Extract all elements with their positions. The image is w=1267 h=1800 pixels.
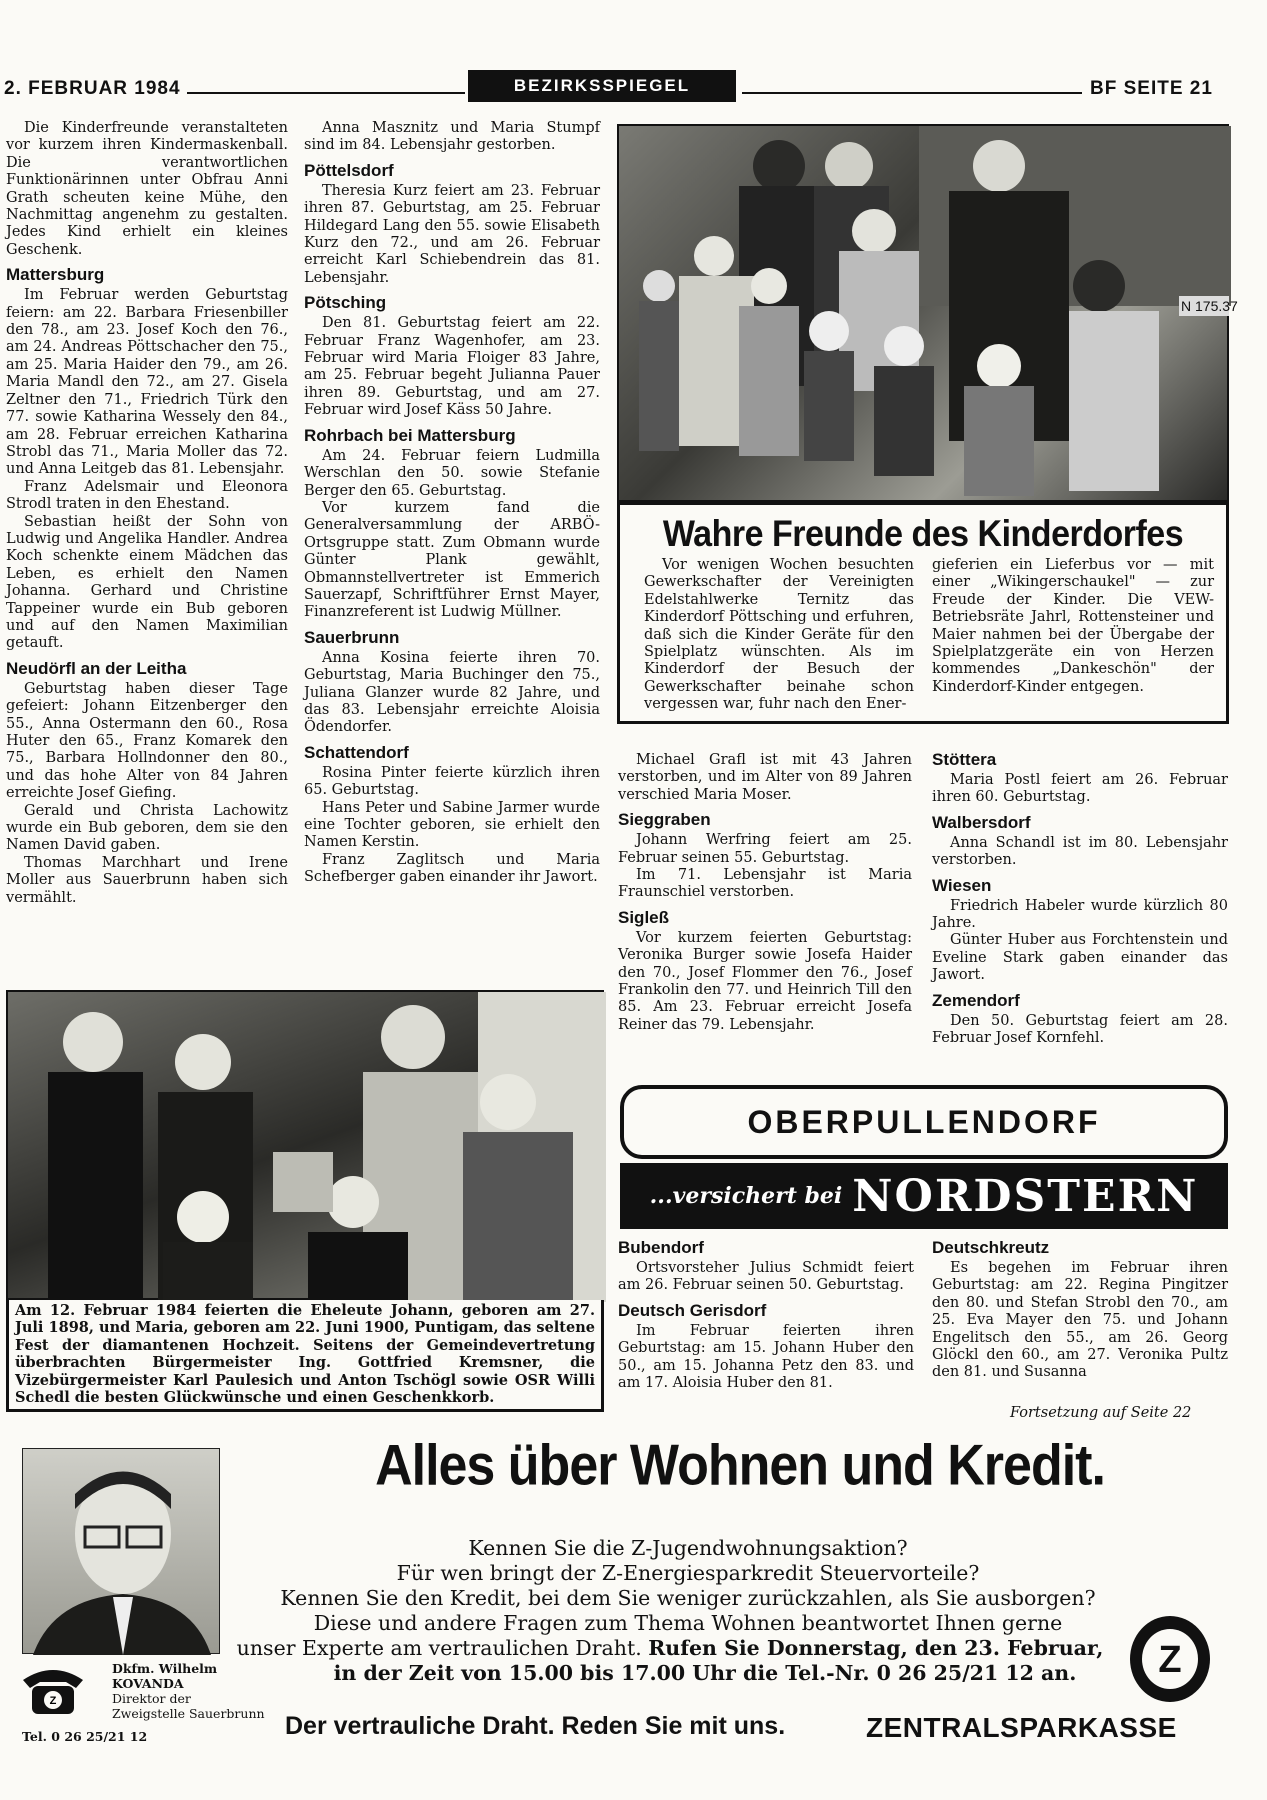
paragraph: Gerald und Christa Lachowitz wurde ein Bub geboren, dem sie den Namen David gaben. [6, 802, 288, 854]
paragraph: Franz Adelsmair und Eleonora Strodl traten in den Ehestand. [6, 478, 288, 513]
zentralsparkasse-logo-icon [1128, 1614, 1212, 1704]
page-number: BF SEITE 21 [1090, 78, 1213, 99]
paragraph: Vor kurzem fand die Generalversammlung der ARBÖ-Ortsgruppe statt. Zum Obmann wurde Günter Plank gewählt, Obmannstellvertreter ist Emmerich Sauerzapf, Schriftführer Ernst Mayer, Finanzreferent ist Ludwig Müllner. [304, 499, 600, 621]
continuation-note: Fortsetzung auf Seite 22 [1010, 1405, 1192, 1421]
telephone-icon [18, 1658, 88, 1718]
kredit-call-line [220, 1636, 1120, 1660]
kinderdorf-headline: Wahre Freunde des Kinderdorfes [662, 513, 1184, 555]
person-branch: Zweigstelle Sauerbrunn [112, 1706, 265, 1721]
paragraph: Den 81. Geburtstag feiert am 22. Februar Franz Wagenhofer, am 23. Februar wird Maria Floiger 83 Jahre, am 25. Februar begeht Julianna Pauer ihren 89. Geburtstag, und am 27. Februar wird Josef Käss 50 Jahre. [304, 315, 600, 419]
wedding-caption: Am 12. Februar 1984 feierten die Eheleute Johann, geboren am 27. Juli 1898, und Maria, geboren am 22. Juni 1900, Puntigam, das seltene Fest der diamantenen Hochzeit. Seitens der Gemeindevertretung überbrachten Bürgermeister Ing. Gottfried Kremsner, die Vizebürgermeister Karl Paulesich und Anton Tschögl sowie OSR Willi Schedl die besten Glückwünsche und einen Geschenkkorb. [15, 1302, 595, 1407]
ad-nordstern-prefix: ...versichert bei [649, 1183, 843, 1209]
paragraph: Hans Peter und Sabine Jarmer wurde eine Tochter geboren, sie erhielt den Namen Kerstin. [304, 799, 600, 851]
kinderdorf-photo [617, 124, 1238, 502]
paragraph: Es begehen im Februar ihren Geburtstag: am 22. Regina Pingitzer den 80. und Stefan Strobl den 70., am 25. Eva Mayer den 75. und Johann Engelitsch den 55., am 26. Georg Glöckl den 60., am 27. Veronika Pultz den 81. und Susanna [932, 1260, 1228, 1381]
paragraph: Michael Grafl ist mit 43 Jahren verstorben, und im Alter von 89 Jahren verschied Maria Moser. [618, 752, 912, 803]
heading-mattersburg: Mattersburg [6, 265, 105, 285]
paragraph: Maria Postl feiert am 26. Februar ihren 60. Geburtstag. [932, 772, 1228, 806]
paragraph: Friedrich Habeler wurde kürzlich 80 Jahre. [932, 897, 1228, 932]
kredit-question: Diese und andere Fragen zum Thema Wohnen beantwortet Ihnen gerne [313, 1611, 1063, 1635]
paragraph: Im Februar feierten ihren Geburtstag: am 15. Johann Huber den 50., am 15. Johanna Petz den 83. und am 17. Aloisia Huber den 81. [618, 1322, 914, 1392]
heading-sieggraben: Sieggraben [618, 810, 711, 830]
kredit-slogan: Der vertrauliche Draht. Reden Sie mit uns. [285, 1712, 786, 1740]
paragraph: Franz Zaglitsch und Maria Schefberger gaben einander ihr Jawort. [304, 851, 600, 886]
heading-neudoerfl: Neudörfl an der Leitha [6, 658, 187, 678]
wedding-caption-box [6, 1300, 604, 1412]
person-name: Dkfm. Wilhelm [112, 1661, 218, 1676]
paragraph: Günter Huber aus Forchtenstein und Eveline Stark gaben einander das Jawort. [932, 932, 1228, 984]
kovanda-portrait [22, 1448, 220, 1654]
photo-silhouettes [619, 126, 1238, 504]
kredit-date: Rufen Sie Donnerstag, den 23. Februar, [648, 1636, 1104, 1660]
ad-nordstern-brand: NORDSTERN [852, 1170, 1199, 1222]
heading-bubendorf: Bubendorf [618, 1238, 704, 1257]
article-column-5 [618, 1238, 914, 1392]
heading-walbersdorf: Walbersdorf [932, 812, 1031, 832]
paragraph: Anna Masznitz und Maria Stumpf sind im 84. Lebensjahr gestorben. [304, 120, 600, 154]
heading-stoettera: Stöttera [932, 750, 997, 769]
kinderdorf-text-left [644, 557, 914, 714]
paragraph: Am 24. Februar feiern Ludmilla Werschlan den 50. sowie Stefanie Berger den 65. Geburtstag. [304, 447, 600, 499]
paragraph: Rosina Pinter feierte kürzlich ihren 65. Geburtstag. [304, 764, 600, 799]
telephone-logo: Z [49, 1695, 57, 1707]
heading-deutsch-gerisdorf: Deutsch Gerisdorf [618, 1300, 767, 1320]
paragraph: Johann Werfring feiert am 25. Februar seinen 55. Geburtstag. [618, 832, 912, 866]
portrait-silhouette [23, 1449, 221, 1655]
person-title: Direktor der [112, 1691, 191, 1706]
paragraph: Ortsvorsteher Julius Schmidt feiert am 26. Februar seinen 50. Geburtstag. [618, 1260, 914, 1294]
person-surname: KOVANDA [112, 1676, 184, 1691]
heading-zemendorf: Zemendorf [932, 990, 1020, 1010]
paragraph: gieferien ein Lieferbus vor — mit einer „Wikingerschaukel" — zur Freude der Kinder. Die VEW-Betriebsräte Jahrl, Rottensteiner und Maier nahmen bei der Übergabe der Spielplatzgeräte ein von Herzen kommendes „Dankeschön" der Kinderdorf-Kinder entgegen. [932, 557, 1214, 695]
heading-deutschkreutz: Deutschkreutz [932, 1238, 1050, 1257]
kredit-expert: unser Experte am vertraulichen Draht. [236, 1636, 642, 1660]
paragraph: Theresia Kurz feiert am 23. Februar ihren 87. Geburtstag, am 25. Februar Hildegard Lang den 55. sowie Elisabeth Kurz den 72., und am 26. Februar erreicht Karl Schiebendrein das 81. Lebensjahr. [304, 182, 600, 286]
heading-sigless: Sigleß [618, 907, 670, 927]
article-column-3 [618, 752, 912, 1034]
photo-silhouettes [8, 992, 606, 1302]
heading-poetsching: Pötsching [304, 293, 387, 313]
paragraph: Im Februar werden Geburtstag feiern: am 22. Barbara Friesenbiller den 78., am 23. Josef Koch den 76., am 24. Andreas Pöttschacher den 75., am 25. Maria Haider den 79., am 26. Maria Mandl den 72., am 27. Gisela Zeltner den 71., Friedrich Türk den 77. sowie Katharina Wessely den 84., am 28. Februar erreichen Katharina Strobl das 71., Maria Moller das 72. und Anna Leitgeb das 81. Lebensjahr. [6, 287, 288, 478]
header-rule-left [185, 92, 465, 94]
paragraph: Geburtstag haben dieser Tage gefeiert: Johann Eitzenberger den 55., Anna Ostermann den 60., Rosa Huter den 65., Franz Komarek den 75., Barbara Hollndonner den 80., und das hohe Alter von 84 Jahren erreichte Josef Giefing. [6, 680, 288, 802]
article-column-6 [932, 1238, 1228, 1382]
kinderdorf-text-right [932, 557, 1214, 696]
article-column-1 [6, 120, 288, 907]
kredit-time: in der Zeit von 15.00 bis 17.00 Uhr die Tel.-Nr. 0 26 25/21 12 an. [333, 1661, 1077, 1685]
kredit-headline: Alles über Wohnen und Kredit. [375, 1434, 1105, 1498]
zentralsparkasse-logo-letter: Z [1158, 1639, 1182, 1681]
paragraph: Den 50. Geburtstag feiert am 28. Februar Josef Kornfehl. [932, 1012, 1228, 1047]
paragraph: Vor wenigen Wochen besuchten Gewerkschafter der Vereinigten Edelstahlwerke Ternitz das Kinderdorf Pöttsching und erfuhren, daß sich die Kinder Geräte für den Spielplatz wünschten. Als im Kinderdorf der Besuch der Gewerkschafter beinahe schon vergessen war, fuhr nach den Ener- [644, 557, 914, 713]
person-tel: Tel. 0 26 25/21 12 [22, 1729, 148, 1744]
wedding-photo [6, 990, 604, 1300]
intro-paragraph: Die Kinderfreunde veranstalteten vor kurzem ihren Kindermaskenball. Die verantwortlichen Funktionärinnen unter Obfrau Anni Grath scheuten keine Mühe, den Nachmittag angenehm zu gestalten. Jedes Kind erhielt ein kleines Geschenk. [6, 120, 288, 258]
kredit-question: Kennen Sie den Kredit, bei dem Sie weniger zurückzahlen, als Sie ausborgen? [280, 1586, 1096, 1610]
paragraph: Thomas Marchhart und Irene Moller aus Sauerbrunn haben sich vermählt. [6, 854, 288, 906]
ad-nordstern [620, 1163, 1228, 1229]
paragraph: Anna Schandl ist im 80. Lebensjahr verstorben. [932, 834, 1228, 869]
ad-oberpullendorf: OBERPULLENDORF [620, 1085, 1228, 1159]
paragraph: Im 71. Lebensjahr ist Maria Fraunschiel verstorben. [618, 867, 912, 901]
paragraph: Anna Kosina feierte ihren 70. Geburtstag, Maria Buchinger den 75., Juliana Glanzer wurde 82 Jahre, und das 83. Lebensjahr erreichte Aloisia Ödendorfer. [304, 649, 600, 736]
article-column-4 [932, 750, 1228, 1047]
header-date: 2. FEBRUAR 1984 [4, 78, 187, 100]
paragraph: Vor kurzem feierten Geburtstag: Veronika Burger sowie Josefa Haider den 70., Josef Flommer den 76., Josef Frankolin den 77. und Heinrich Till den 85. Am 23. Februar erreicht Josefa Reiner das 79. Lebensjahr. [618, 929, 912, 1033]
heading-poettelsdorf: Pöttelsdorf [304, 160, 394, 180]
heading-schattendorf: Schattendorf [304, 742, 409, 762]
heading-rohrbach: Rohrbach bei Mattersburg [304, 425, 516, 445]
license-plate: N 175.37 [1181, 298, 1238, 314]
heading-sauerbrunn: Sauerbrunn [304, 627, 400, 647]
kredit-question: Kennen Sie die Z-Jugendwohnungsaktion? [468, 1536, 908, 1560]
kredit-question: Für wen bringt der Z-Energiesparkredit Steuervorteile? [396, 1561, 980, 1585]
kinderdorf-caption-box [617, 502, 1229, 724]
heading-wiesen: Wiesen [932, 875, 992, 895]
paragraph: Sebastian heißt der Sohn von Ludwig und Angelika Handler. Andrea Koch schenkte einem Mädchen das Leben, es erhielt den Namen Johanna. Gerhard und Christine Tappeiner wurde ein Bub geboren und auf den Namen Maximilian getauft. [6, 513, 288, 652]
article-column-2 [304, 120, 600, 887]
header-rule-right [742, 92, 1082, 94]
zentralsparkasse-brand: ZENTRALSPARKASSE [866, 1712, 1177, 1743]
section-title: BEZIRKSSPIEGEL [468, 70, 736, 102]
